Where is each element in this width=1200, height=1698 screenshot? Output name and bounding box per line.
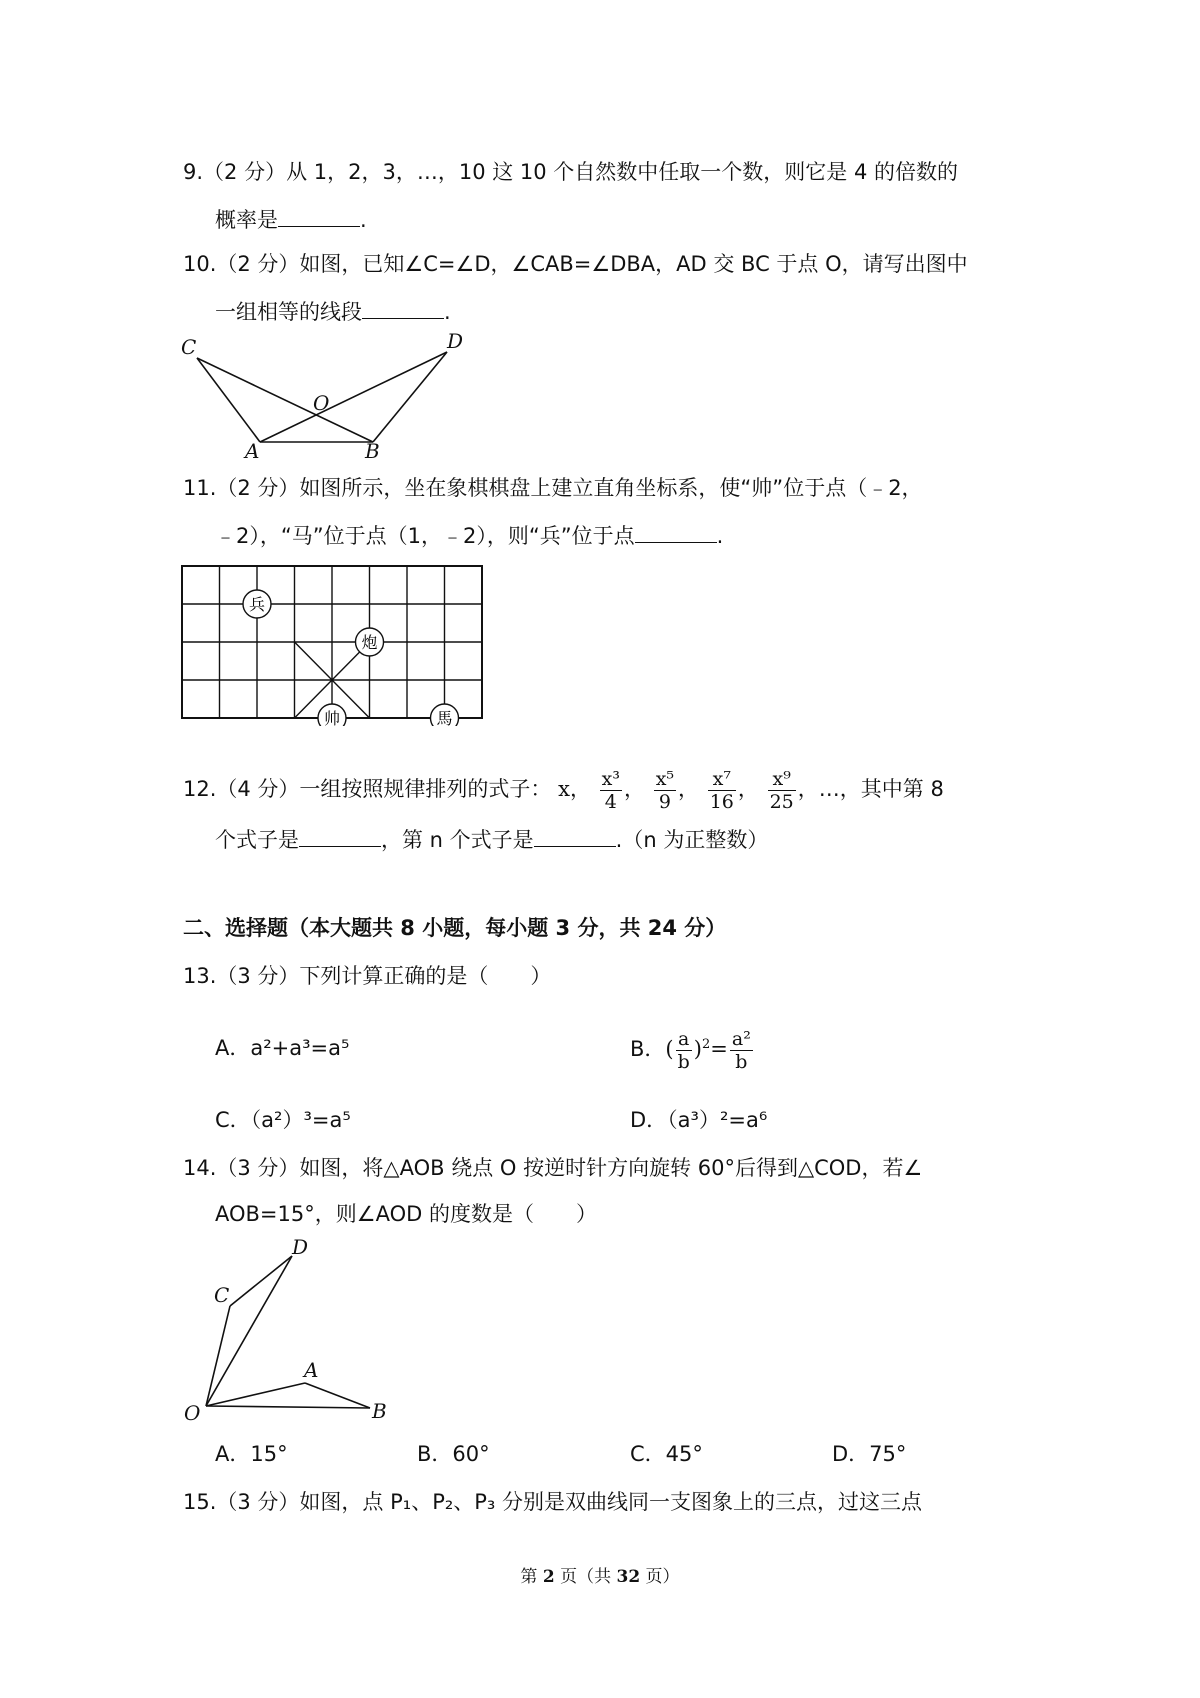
q13-option-a[interactable]: A．a²+a³=a⁵ <box>215 1036 350 1060</box>
q14-option-c[interactable]: C．45° <box>630 1442 703 1466</box>
q14-line2: AOB=15°，则∠AOD 的度数是（ ） <box>215 1202 597 1226</box>
q9-answer-blank[interactable] <box>278 204 360 227</box>
q14-figure <box>180 1238 400 1423</box>
q15-line1: 15.（3 分）如图，点 P₁、P₂、P₃ 分别是双曲线同一支图象上的三点，过这三点 <box>183 1490 923 1514</box>
label-o: O <box>313 391 330 415</box>
page-total: 32 <box>616 1567 641 1587</box>
piece-ma <box>431 704 459 726</box>
piece-shuai <box>318 704 346 726</box>
q10-line2: 一组相等的线段 . <box>215 296 451 326</box>
label-d: D <box>447 330 464 353</box>
q12-line2: 个式子是 ，第 n 个式子是 .（n 为正整数） <box>215 824 768 854</box>
svg-text:炮: 炮 <box>361 633 378 652</box>
q13-option-d[interactable]: D．（a³）²=a⁶ <box>630 1108 768 1132</box>
q12-answer-blank-1[interactable] <box>299 824 381 847</box>
q14-option-b[interactable]: B．60° <box>417 1442 490 1466</box>
q12-answer-blank-2[interactable] <box>534 824 616 847</box>
frac-2: $\frac{\text{x⁵}}{9}$ <box>655 767 675 813</box>
label-o: O <box>184 1401 201 1423</box>
svg-text:帅: 帅 <box>323 709 341 726</box>
q11-line1: 11.（2 分）如图所示，坐在象棋棋盘上建立直角坐标系，使“帅”位于点（﹣2， <box>183 476 923 500</box>
q10-line1: 10.（2 分）如图，已知∠C=∠D，∠CAB=∠DBA，AD 交 BC 于点 O，请写出图中 <box>183 252 968 276</box>
page-number: 2 <box>542 1567 555 1587</box>
q13-option-c[interactable]: C．（a²）³=a⁵ <box>215 1108 351 1132</box>
chess-board-figure <box>180 564 500 726</box>
piece-bing <box>243 590 271 618</box>
frac-4: $\frac{\text{x⁹}}{25}$ <box>769 767 794 813</box>
q9-line2: 概率是 . <box>215 204 367 234</box>
label-c: C <box>214 1283 230 1307</box>
label-b: B <box>372 1399 387 1423</box>
page-footer: 第 2 页（共 32 页） <box>520 1567 680 1587</box>
q14-line1: 14.（3 分）如图，将△AOB 绕点 O 按逆时针方向旋转 60°后得到△COD，若∠ <box>183 1156 923 1180</box>
q13-stem: 13.（3 分）下列计算正确的是（ ） <box>183 964 552 988</box>
q13-option-b[interactable]: B．( $\frac{a}{b}$ )$^2$= $\frac{\text{a²}}{b}$ <box>630 1027 751 1073</box>
q10-answer-blank[interactable] <box>362 296 444 319</box>
svg-text:馬: 馬 <box>436 709 453 726</box>
label-a: A <box>245 439 260 460</box>
q11-answer-blank[interactable] <box>635 520 717 543</box>
q13-b-rhs: $\frac{\text{a²}}{b}$ <box>731 1027 751 1073</box>
q13-b-frac: $\frac{a}{b}$ <box>677 1027 690 1073</box>
label-c: C <box>181 335 197 359</box>
q12-line1: 12.（4 分）一组按照规律排列的式子： x， $\frac{\text{x³}}{4}$ ， $\frac{\text{x⁵}}{9}$ ， $\frac{\text{x⁷}}{16}$ ， $\frac{\text{x⁹}}{25}$ ，…，其中第 8 <box>183 767 944 813</box>
q14-option-d[interactable]: D．75° <box>832 1442 907 1466</box>
q10-figure <box>175 330 475 460</box>
q9-line1: 9.（2 分）从 1，2，3，…，10 这 10 个自然数中任取一个数，则它是 4 的倍数的 <box>183 160 959 184</box>
frac-3: $\frac{\text{x⁷}}{16}$ <box>709 767 734 813</box>
label-d: D <box>292 1238 309 1259</box>
q11-line2: ﹣2），“马”位于点（1，﹣2），则“兵”位于点 . <box>215 520 723 550</box>
section-heading: 二、选择题（本大题共 8 小题，每小题 3 分，共 24 分） <box>183 916 727 940</box>
label-a: A <box>304 1358 319 1382</box>
svg-text:兵: 兵 <box>248 595 266 614</box>
q9-text: 概率是 <box>215 208 278 232</box>
frac-1: $\frac{\text{x³}}{4}$ <box>601 767 620 813</box>
label-b: B <box>365 439 380 460</box>
piece-pao <box>356 628 384 656</box>
q14-option-a[interactable]: A．15° <box>215 1442 288 1466</box>
